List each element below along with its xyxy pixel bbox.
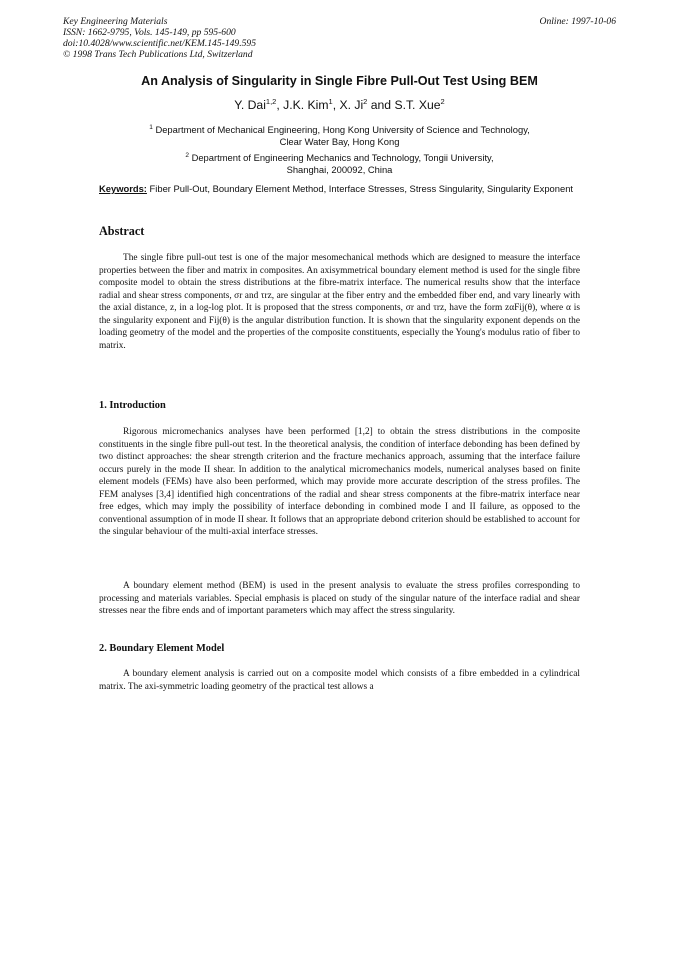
journal-name: Key Engineering Materials (63, 16, 168, 27)
copyright-line: © 1998 Trans Tech Publications Ltd, Switzerland (63, 49, 253, 60)
author-list: Y. Dai$^{1,2}$, J.K. Kim$^1$, X. Ji$^2$ and S.T. Xue$^2$ (234, 97, 445, 113)
section-heading-introduction: 1. Introduction (99, 400, 166, 411)
doi-line: doi:10.4028/www.scientific.net/KEM.145-149.595 (63, 38, 257, 49)
issn-line: ISSN: 1662-9795, Vols. 145-149, pp 595-600 (63, 27, 236, 38)
affil-line: Clear Water Bay, Hong Kong (279, 136, 400, 148)
author-affil-mark: 2 (440, 97, 445, 106)
bem-paragraph-1: A boundary element analysis is carried out on a composite model which consists of a fibre embedded in a cylindrical matrix. The axi-symmetric loading geometry of the practical test allows a (99, 669, 580, 692)
affil-mark: 2 (185, 152, 189, 159)
paper-title: An Analysis of Singularity in Single Fibre Pull-Out Test Using BEM (141, 74, 538, 88)
keywords (99, 183, 580, 194)
author-affil-mark: 1 (328, 97, 333, 106)
affil-line: Department of Mechanical Engineering, Hong Kong University of Science and Technology, (155, 124, 530, 136)
author-name: S.T. Xue (394, 98, 441, 113)
author-affil-mark: 1,2 (265, 97, 277, 106)
journal-header (63, 16, 616, 60)
affil-line: Department of Engineering Mechanics and Technology, Tongii University, (191, 152, 494, 164)
online-date: Online: 1997-10-06 (539, 16, 616, 27)
affil-mark: 1 (149, 124, 153, 131)
keywords-label: Keywords: (99, 183, 147, 194)
author-name: Y. Dai (234, 98, 266, 113)
intro-paragraph-2: A boundary element method (BEM) is used in the present analysis to evaluate the stress profiles corresponding to processing and materials variables. Special emphasis is placed on study of the singular nature of the interface radial and shear stresses near the fibre ends and of important parameters which may affect the stress singularity. (99, 581, 580, 617)
author-name: J.K. Kim (283, 98, 329, 113)
abstract-text: The single fibre pull-out test is one of the major mesomechanical methods which are designed to measure the interface properties between the fiber and matrix in composites. An axisymmetrical boundary element method is used for the single fibre composite model to obtain the stress distributions at the fibre-matrix interface. The numerical results show that the interface radial and shear stress components, σr and τrz, are singular at the fiber entry and the embedded fiber end, and vary linearly with the axial distance, z, in a log-log plot. It is proposed that the stress components, σr and τrz, have the form zαFij(θ), where α is the singularity exponent and Fij(θ) is the angular distribution function. It is shown that the singularity exponent depends on the loading geometry of the model and the properties of the composite constituents, especially the Young's modulus ratio of fiber to matrix. (99, 253, 580, 351)
author-name: X. Ji (339, 98, 364, 113)
section-heading-bem-model: 2. Boundary Element Model (99, 643, 225, 654)
affiliation-1 (63, 122, 616, 148)
author-affil-mark: 2 (363, 97, 368, 106)
intro-paragraph-1: Rigorous micromechanics analyses have been performed [1,2] to obtain the stress distributions in the composite constituents in the single fibre pull-out test. In the theoretical analysis, the condition of interface debonding has been defined by two distinct approaches: the shear strength criterion and the fracture mechanics approach, assuming that the interface failure occurs purely in the mode II shear. In addition to the analytical micromechanics models, numerical analyses based on finite element models (FEMs) have also been performed, which may provide more accurate description of the stress profiles. The FEM analyses [3,4] identified high concentrations of the radial and shear stress components at the fibre-matrix interface near free edges, which may imply the possibility of interface debonding in combined mode I and II failure, as opposed to the conventional assumption of in mode II shear. It follows that an appropriate debond criterion should be established to account for the singular behaviour of the multi-axial interface stresses. (99, 427, 580, 538)
affiliation-2 (63, 150, 616, 176)
keywords-text: Fiber Pull-Out, Boundary Element Method, Interface Stresses, Stress Singularity, Singularity Exponent (149, 183, 574, 194)
abstract-heading: Abstract (99, 224, 145, 238)
affil-line: Shanghai, 200092, China (286, 164, 393, 176)
